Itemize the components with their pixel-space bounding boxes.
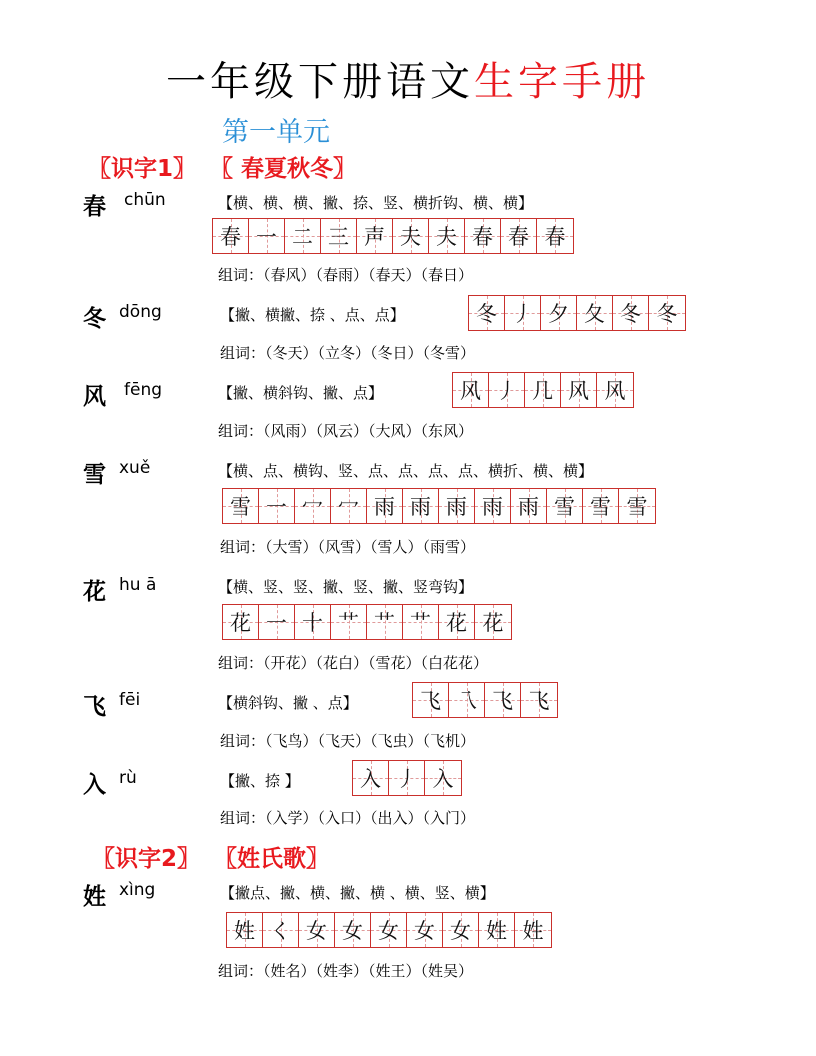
stroke-grid [222, 488, 656, 524]
grid-cell: 夕 [541, 296, 577, 330]
section-heading [92, 840, 329, 873]
grid-cell: 花 [223, 605, 259, 639]
grid-cell: 女 [299, 913, 335, 947]
unit-heading: 第一单元 [222, 117, 330, 148]
stroke-grid [412, 682, 558, 718]
grid-cell: 冖 [331, 489, 367, 523]
grid-cell: 雨 [511, 489, 547, 523]
pinyin: fēi [119, 690, 141, 710]
char: 姓 [83, 883, 106, 910]
grid-cell: 风 [453, 373, 489, 407]
pinyin: fēng [124, 380, 163, 400]
char: 冬 [83, 305, 106, 332]
word-list: 组词：（春风）（春雨）（春天）（春日） [218, 266, 474, 284]
stroke-order: 【撇、横斜钩、撇、点】 [218, 384, 384, 402]
char: 风 [83, 383, 106, 410]
title-black: 一年级下册语文 [166, 59, 474, 105]
grid-cell: 女 [407, 913, 443, 947]
grid-cell: 乁 [449, 683, 485, 717]
grid-cell: 夫 [393, 219, 429, 253]
stroke-order: 【撇、捺 】 [220, 772, 300, 790]
section-label: 〖识字1〗 [88, 156, 197, 182]
grid-cell: 姓 [227, 913, 263, 947]
stroke-order: 【横、横、横、撇、捺、竖、横折钩、横、横】 [218, 194, 534, 212]
grid-cell: 春 [501, 219, 537, 253]
stroke-order: 【撇点、撇、横、撇、横 、横、竖、横】 [220, 884, 495, 902]
pinyin: hu ā [119, 575, 157, 595]
stroke-order: 【横、竖、竖、撇、竖、撇、竖弯钩】 [218, 578, 474, 596]
grid-cell: 夫 [429, 219, 465, 253]
word-list: 组词：（冬天）（立冬）（冬日）（冬雪） [220, 344, 476, 362]
grid-cell: 女 [371, 913, 407, 947]
stroke-grid [452, 372, 634, 408]
stroke-order: 【横、点、横钩、竖、点、点、点、点、横折、横、横】 [218, 462, 594, 480]
grid-cell: 春 [537, 219, 573, 253]
grid-cell: 雪 [619, 489, 655, 523]
grid-cell: 入 [425, 761, 461, 795]
grid-cell: く [263, 913, 299, 947]
stroke-order: 【横斜钩、撇 、点】 [218, 694, 358, 712]
grid-cell: 风 [597, 373, 633, 407]
grid-cell: 飞 [413, 683, 449, 717]
stroke-order: 【撇、横撇、捺 、点、点】 [220, 306, 405, 324]
pinyin: dōng [119, 302, 162, 322]
grid-cell: 丿 [389, 761, 425, 795]
grid-cell: 飞 [521, 683, 557, 717]
stroke-grid [226, 912, 552, 948]
word-list: 组词：（姓名）（姓李）（姓王）（姓吴） [218, 962, 474, 980]
grid-cell: 夂 [577, 296, 613, 330]
grid-cell: 几 [525, 373, 561, 407]
grid-cell: 飞 [485, 683, 521, 717]
stroke-grid [468, 295, 686, 331]
grid-cell: 风 [561, 373, 597, 407]
grid-cell: 花 [439, 605, 475, 639]
word-list: 组词：（风雨）（风云）（大风）（东风） [218, 422, 474, 440]
char: 春 [83, 193, 106, 220]
word-list: 组词：（大雪）（风雪）（雪人）（雨雪） [220, 538, 476, 556]
char: 花 [83, 578, 106, 605]
char: 雪 [83, 461, 106, 488]
pinyin: xuě [119, 458, 151, 478]
pinyin: rù [119, 768, 137, 788]
grid-cell: 三 [321, 219, 357, 253]
grid-cell: 声 [357, 219, 393, 253]
grid-cell: 丿 [505, 296, 541, 330]
grid-cell: 雨 [367, 489, 403, 523]
grid-cell: 丿 [489, 373, 525, 407]
grid-cell: 花 [475, 605, 511, 639]
grid-cell: 姓 [479, 913, 515, 947]
grid-cell: 一 [259, 489, 295, 523]
word-list: 组词：（飞鸟）（飞天）（飞虫）（飞机） [220, 732, 476, 750]
grid-cell: 雪 [547, 489, 583, 523]
grid-cell: 二 [285, 219, 321, 253]
grid-cell: 艹 [367, 605, 403, 639]
stroke-grid [212, 218, 574, 254]
grid-cell: 雪 [583, 489, 619, 523]
grid-cell: 一 [249, 219, 285, 253]
grid-cell: 十 [295, 605, 331, 639]
section-name: 〖姓氏歌〗 [214, 846, 330, 872]
grid-cell: 艹 [331, 605, 367, 639]
grid-cell: 女 [335, 913, 371, 947]
page-title [0, 50, 816, 107]
grid-cell: 冬 [613, 296, 649, 330]
grid-cell: 入 [353, 761, 389, 795]
grid-cell: 春 [213, 219, 249, 253]
stroke-grid [222, 604, 512, 640]
section-heading [88, 150, 356, 183]
grid-cell: 冬 [649, 296, 685, 330]
grid-cell: 雨 [439, 489, 475, 523]
grid-cell: 艹 [403, 605, 439, 639]
grid-cell: 一 [259, 605, 295, 639]
grid-cell: 冬 [469, 296, 505, 330]
pinyin: xìng [119, 880, 156, 900]
word-list: 组词：（入学）（入口）（出入）（入门） [220, 809, 476, 827]
word-list: 组词：（开花）（花白）（雪花）（白花花） [218, 654, 489, 672]
pinyin: chūn [124, 190, 166, 210]
section-name: 〖 春夏秋冬〗 [210, 156, 357, 182]
char: 入 [83, 771, 106, 798]
section-label: 〖识字2〗 [92, 846, 201, 872]
title-red: 生字手册 [474, 59, 650, 105]
grid-cell: 冖 [295, 489, 331, 523]
grid-cell: 雨 [403, 489, 439, 523]
stroke-grid [352, 760, 462, 796]
grid-cell: 雨 [475, 489, 511, 523]
grid-cell: 雪 [223, 489, 259, 523]
grid-cell: 女 [443, 913, 479, 947]
grid-cell: 春 [465, 219, 501, 253]
char: 飞 [83, 693, 106, 720]
grid-cell: 姓 [515, 913, 551, 947]
